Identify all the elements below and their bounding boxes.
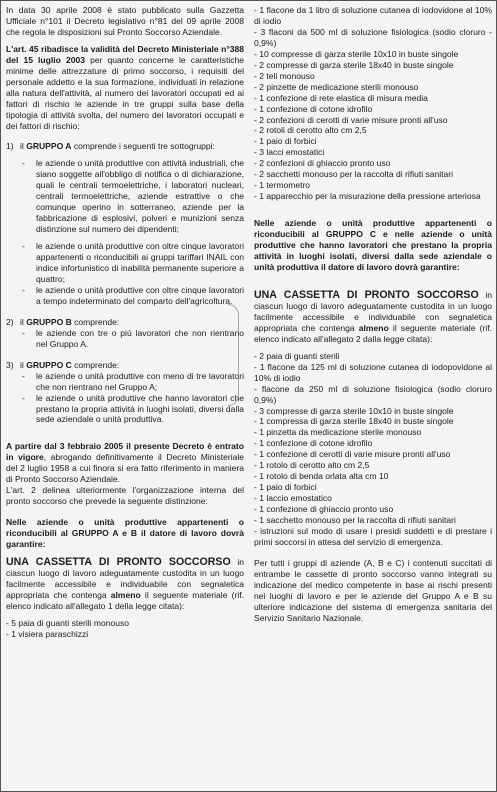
kit-ab-item: - 2 sacchetti monouso per la raccolta di rifiuti sanitari [254, 169, 454, 180]
group-b-name: GRUPPO B [26, 316, 72, 327]
kit-ab-item: - 2 confezioni di cerotti di varie misure pronti all'uso [254, 114, 448, 125]
group-a-item: - le aziende o unità produttive con attività industriali, che siano soggette all'obbligo di notifica o di dichiarazione, quali le centrali termoelettriche, i laboratori nucleari, centrali termoelettriche, aziende estrattive o che comunque operino in sotterraneo, aziende per la fabbricazione di esplosivi, polveri e munizioni senza distinzione sul numero dei dipendenti; [22, 158, 244, 235]
cassetta-c-title: UNA CASSETTA DI PRONTO SOCCORSO [254, 288, 479, 301]
cassetta-c-text-2: il seguente materiale (rif. elenco indicato all'allegato 2 dalla legge citata): [254, 322, 492, 344]
left-column [6, 5, 244, 787]
group-c-name: GRUPPO C [26, 359, 72, 370]
group-c-item-text: le aziende o unità produttive che hanno lavoratori che prestano la propria attività in luoghi isolati, diversi dalla sede aziendale o unità produttiva. [36, 392, 244, 425]
kit-ab-item: - 1 confezione di cotone idrofilo [254, 103, 373, 114]
kit-c-item: - 1 confezione di cerotti di varie misure pronti all'uso [254, 449, 451, 460]
kit-ab-item: - 1 visiera paraschizzi [6, 628, 89, 639]
feb-text: , abrogando definitivamente il Decreto Ministeriale del 2 luglio 1958 a cui finora si era fatto riferimento in maniera di Pronto Soccorso Aziendale. [6, 452, 244, 485]
kit-c-item: - 1 sacchetto monouso per la raccolta di rifiuti sanitari [254, 515, 456, 526]
kit-ab-item: - 3 flaconi da 500 ml di soluzione fisiologica (sodio cloruro - 0,9%) [254, 26, 492, 48]
cassetta-c-paragraph [254, 289, 492, 345]
kit-c-item: - 1 rotolo di benda orlata alta cm 10 [254, 471, 389, 482]
group-a-item: - le aziende o unità produttive con oltre cinque lavoratori appartenenti o riconducibili ai gruppi tariffari INAIL con indice infortunistico di inabilità permanente superiore a quattro; [22, 241, 244, 284]
group-c-item: - le aziende o unità produttive che hanno lavoratori che prestano la propria attività in luoghi isolati, diversi dalla sede aziendale o unità produttiva. [22, 392, 244, 425]
art45-paragraph [6, 44, 244, 132]
kit-c-list [254, 351, 492, 548]
cassetta-ab-paragraph [6, 556, 244, 612]
group-b-pre: il [20, 316, 27, 327]
art2-paragraph: L'art. 2 delinea ulteriormente l'organizzazione interna del pronto soccorso che prevede la seguente distinzione: [6, 485, 244, 507]
kit-ab-item: - 2 confezioni di ghiaccio pronto uso [254, 158, 391, 169]
group-c-item-text: le aziende o unità produttive con meno di tre lavoratori che non rientrano nel Gruppo A; [36, 370, 244, 392]
kit-c-item: - flacone da 250 ml di soluzione fisiologica (sodio cloruro 0,9%) [254, 383, 492, 405]
kit-ab-item: - 1 apparecchio per la misurazione della pressione arteriosa [254, 191, 481, 202]
kit-ab-item: - 1 flacone da 1 litro di soluzione cutanea di iodovidone al 10% di iodio [254, 5, 492, 26]
kit-ab-list-continued [254, 5, 492, 202]
kit-c-item: - 1 rotolo di cerotto alto cm 2,5 [254, 460, 370, 471]
group-a-name: GRUPPO A [26, 141, 72, 152]
kit-ab-item: - 3 lacci emostatici [254, 147, 325, 158]
group-c-rest: comprende: [71, 359, 120, 370]
kit-c-item: - 1 paio di forbici [254, 482, 317, 493]
kit-ab-item: - 2 pinzette de medicazione sterili monouso [254, 81, 419, 92]
cassetta-ab-text: in ciascun luogo di lavoro adeguatamente custodita in un luogo facilmente accessibile e individuabile con segnaletica appropriata che contenga [6, 556, 244, 600]
cassetta-c-text: in ciascun luogo di lavoro adeguatamente custodita in un luogo facilmente accessibile e individuabile con segnaletica appropriata che contenga [254, 289, 492, 333]
kit-c-item: - 1 laccio emostatico [254, 493, 332, 504]
cassetta-ab-text-2: il seguente materiale (rif. elenco indicato all'allegato 1 della legge citata): [6, 589, 244, 611]
kit-ab-item: - 10 compresse di garza sterile 10x10 in buste singole [254, 48, 459, 59]
kit-c-item: - 1 compressa di garza sterile 18x40 in buste singole [254, 416, 454, 427]
group-b-number: 2) [6, 316, 14, 327]
right-column [254, 5, 492, 787]
kit-ab-item: - 2 compresse di garza sterile 18x40 in buste singole [254, 59, 454, 70]
art45-bold: L'art. 45 ribadisce la validità del Decreto Ministeriale n°388 del 15 luglio 2003 [6, 43, 244, 65]
kit-c-item: - 2 paia di guanti sterili [254, 350, 340, 361]
kit-ab-item: - 1 termometro [254, 180, 311, 191]
final-paragraph: Per tutti i gruppi di aziende (A, B e C) i contenuti succitati di entrambe le cassette di pronto soccorso vanno integrati su indicazione del medico competente in base ai rischi presenti nei luoghi di lavoro e per le aziende del Gruppo A e B su ulteriore indicazione del sistema di emergenza sanitaria del Servizio Sanitario Nazionale. [254, 557, 492, 623]
group-a-item-text: le aziende o unità produttive con attività industriali, che siano soggette all'obbligo di notifica o di dichiarazione, quali le centrali termoelettriche, i laboratori nucleari, centrali termoelettriche, aziende estrattive o che comunque operino in sotterraneo, aziende per la fabbricazione di esplosivi, polveri e munizioni senza distinzione sul numero dei dipendenti; [36, 158, 244, 235]
kit-ab-item: - 1 paio di forbici [254, 136, 317, 147]
group-c-number: 3) [6, 359, 14, 370]
group-a-heading [6, 141, 244, 152]
group-a-item-text: le aziende o unità produttive con oltre cinque lavoratori appartenenti o riconducibili ai gruppi tariffari INAIL con indice infortunistico di inabilità permanente superiore a quattro; [36, 241, 244, 284]
group-b-item: - le aziende con tre o più lavoratori che non rientrano nel Gruppo A. [22, 327, 244, 349]
groups-ab-heading: Nelle aziende o unità produttive appartenenti o riconducibili al GRUPPO A e B il datore di lavoro dovrà garantire: [6, 517, 244, 550]
handwritten-bracket [228, 304, 239, 406]
group-b-rest: comprende: [71, 316, 120, 327]
group-c-heading [6, 360, 244, 371]
kit-ab-item: - 2 rotoli di cerotto alto cm 2,5 [254, 125, 367, 136]
group-b-item-text: le aziende con tre o più lavoratori che non rientrano nel Gruppo A. [36, 327, 244, 349]
intro-paragraph: In data 30 aprile 2008 è stato pubblicato sulla Gazzetta Ufficiale n°101 il Decreto legislativo n°81 del 09 aprile 2008 che regola le disposizioni sul Pronto Soccorso Aziendale. [6, 5, 244, 37]
group-c-item: - le aziende o unità produttive con meno di tre lavoratori che non rientrano nel Gruppo A; [22, 370, 244, 392]
group-a-item-text: le aziende o unità produttive con oltre cinque lavoratori a tempo indeterminato del comparto dell'agricoltura. [36, 284, 244, 306]
group-c-pre: il [20, 359, 27, 370]
group-a-item: - le aziende o unità produttive con oltre cinque lavoratori a tempo indeterminato del comparto dell'agricoltura. [22, 284, 244, 306]
feb-paragraph [6, 441, 244, 485]
kit-c-item: - 1 pinzetta da medicazione sterile monouso [254, 427, 422, 438]
kit-ab-item: - 2 teli monouso [254, 70, 315, 81]
group-b-heading [6, 317, 244, 328]
cassetta-c-almeno: almeno [358, 322, 389, 333]
kit-ab-item: - 1 confezione di rete elastica di misura media [254, 92, 428, 103]
kit-c-item: - 1 flacone da 125 ml di soluzione cutanea di iodopovidone al 10% di iodio [254, 361, 492, 383]
feb-bold: A partire dal 3 febbraio 2005 il presente Decreto è entrato in vigore [6, 441, 244, 463]
kit-c-item: - 1 confezione di ghiaccio pronto uso [254, 504, 394, 515]
cassetta-ab-title: UNA CASSETTA DI PRONTO SOCCORSO [6, 555, 231, 568]
group-c-requirements-heading: Nelle aziende o unità produttive appartenenti o riconducibili al GRUPPO C e nelle aziende o unità produttive che hanno lavoratori che prestano la propria attività in luoghi isolati, diversi dalla sede aziendale o unità produttiva il datore di lavoro dovrà garantire: [254, 218, 492, 272]
kit-c-item: - 1 confezione di cotone idrofilo [254, 438, 373, 449]
group-a-rest: comprende i seguenti tre sottogruppi: [71, 141, 215, 152]
art45-text: per quanto concerne le caratteristiche minime delle attrezzature di primo soccorso, i requisiti del personale addetto e la sua formazione, individuati in relazione alla natura dell'attività, al numero dei lavoratori occupati ed ai fattori di rischio le aziende in tre gruppi sulla base della tipologia di attività svolta, del numero dei lavoratori occupati e dei fattori di rischio: [6, 54, 244, 131]
kit-c-item: - istruzioni sul modo di usare i presidi suddetti e di prestare i primi soccorsi in attesa del servizio di emergenza. [254, 525, 492, 547]
kit-ab-item: - 5 paia di guanti sterili monouso [6, 617, 130, 628]
kit-c-item: - 3 compresse di garza sterile 10x10 in buste singole [254, 405, 454, 416]
group-a-pre: il [20, 141, 27, 152]
group-a-number: 1) [6, 141, 14, 152]
cassetta-ab-almeno: almeno [110, 589, 141, 600]
